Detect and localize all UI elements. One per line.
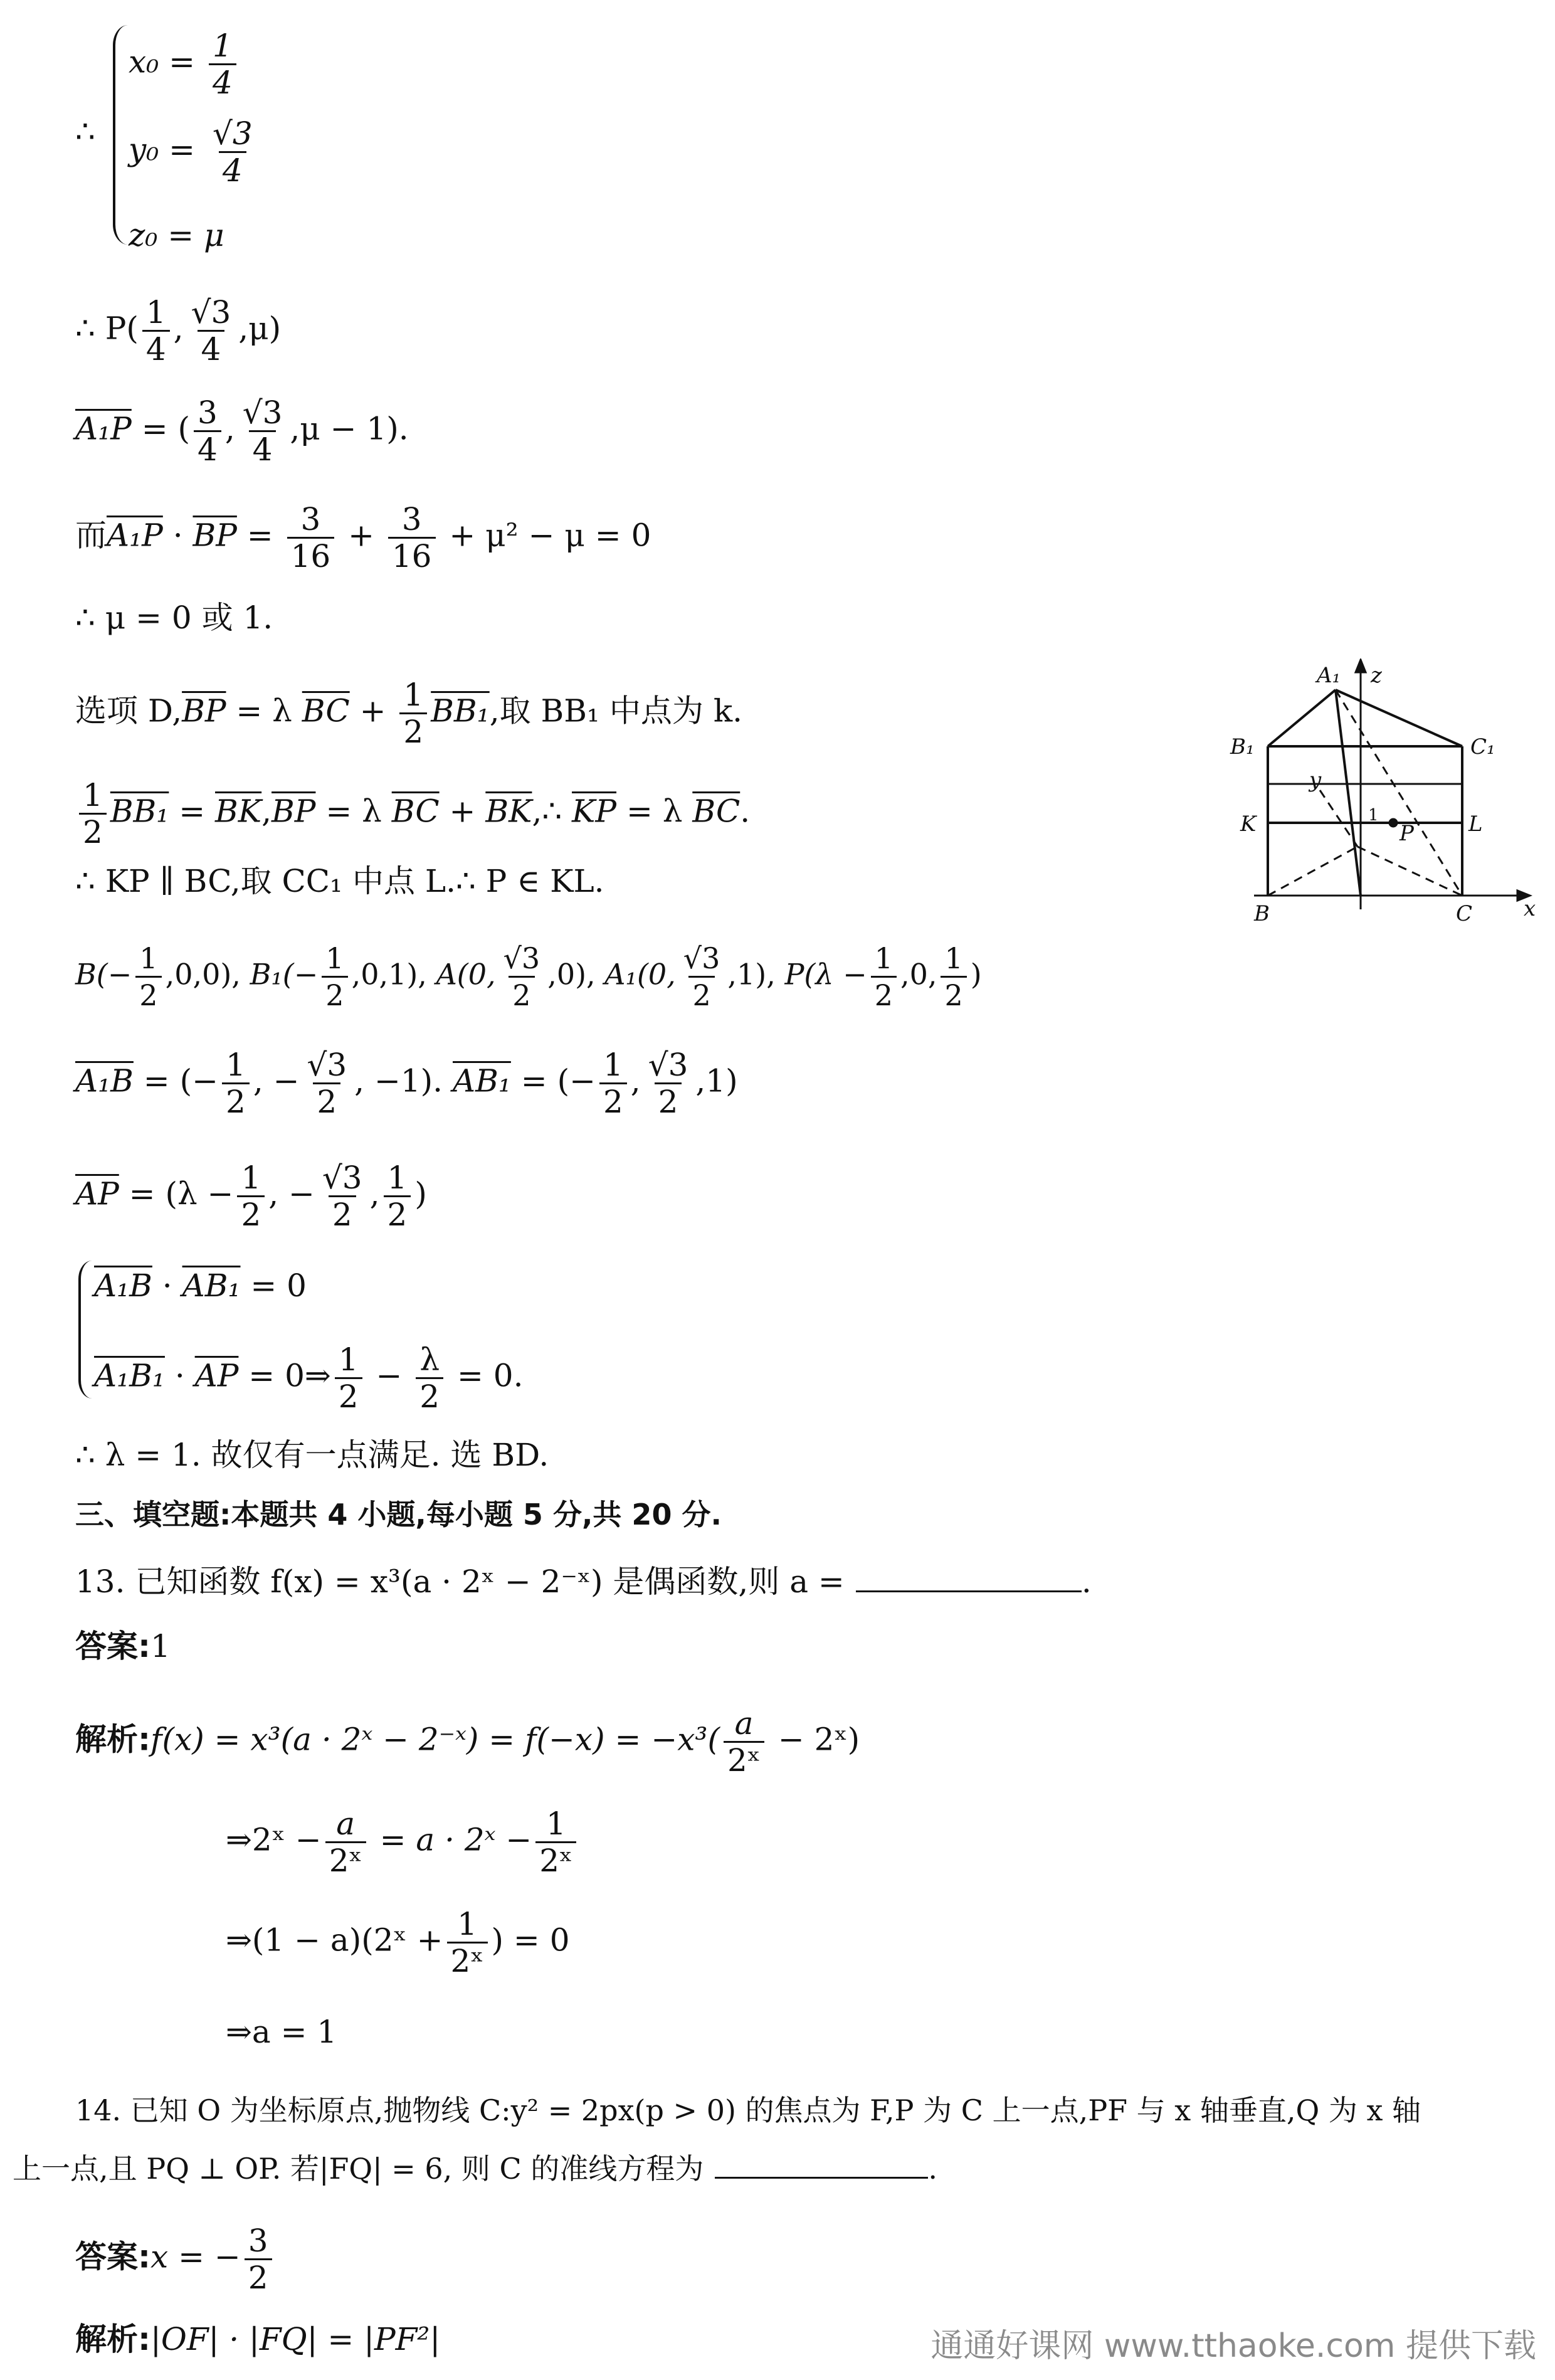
section-heading: 三、填空题:本题共 4 小题,每小题 5 分,共 20 分. <box>75 1498 722 1531</box>
math-token: √3 <box>322 1160 362 1196</box>
math-token: 答案: <box>75 2238 150 2275</box>
math-token: 3 <box>198 394 218 431</box>
math-token: a <box>734 1705 754 1742</box>
fraction <box>325 1806 366 1878</box>
math-token: 1 <box>874 941 893 975</box>
math-token: 1 <box>338 1341 359 1378</box>
fraction <box>500 941 544 1013</box>
math-token: a <box>336 1806 356 1842</box>
math-token: , <box>630 1062 641 1099</box>
math-token: $\overline{AP}$ <box>75 1175 119 1212</box>
math-token: $\overline{BC}$ <box>302 692 350 729</box>
math-token: $\overline{BP}$ <box>182 692 226 729</box>
math-token: = (λ − <box>119 1175 234 1212</box>
system1-line-x0 <box>129 28 240 100</box>
math-token: = 0 <box>240 1267 307 1304</box>
math-token: $\overline{BC}$ <box>692 793 741 830</box>
fraction <box>303 1047 351 1119</box>
math-token: + μ² − μ = 0 <box>439 517 651 554</box>
solution-13-line-1 <box>75 1706 860 1778</box>
point-P <box>1389 819 1397 827</box>
label-C1: C₁ <box>1470 734 1495 759</box>
math-token: B₁(− <box>250 957 319 992</box>
math-token: |OF| · |FQ| = |PF²| <box>150 2321 441 2357</box>
math-token: 2ˣ <box>724 1741 764 1778</box>
math-token: 4 <box>219 151 246 188</box>
fraction <box>384 1160 411 1232</box>
math-token: , <box>173 310 184 347</box>
fraction <box>399 677 427 749</box>
math-token: 1 <box>139 941 158 975</box>
answer-14 <box>75 2223 276 2295</box>
math-token: 2 <box>237 1195 265 1232</box>
question-14-line-1: 14. 已知 O 为坐标原点,抛物线 C:y² = 2px(p > 0) 的焦点为 F,P 为 C 上一点,PF 与 x 轴垂直,Q 为 x 轴 <box>75 2093 1421 2127</box>
math-token: 2ˣ <box>325 1841 366 1878</box>
fraction <box>680 941 724 1013</box>
solution-14 <box>75 2320 440 2358</box>
math-token: 2 <box>941 976 966 1013</box>
edge-B1-A1 <box>1268 690 1336 746</box>
math-token: 4 <box>198 330 225 367</box>
math-token: 1 <box>403 677 424 713</box>
math-token: ,0, <box>900 957 937 992</box>
math-token: A₁B <box>75 1062 134 1099</box>
dot-product-line <box>75 502 651 574</box>
edge-A1-down <box>1336 690 1361 896</box>
math-token: = λ <box>226 692 302 729</box>
math-token: 16 <box>287 537 335 574</box>
math-token: ,μ − 1). <box>290 410 409 447</box>
math-token: $\overline{AP}$ <box>194 1357 239 1394</box>
fraction <box>388 502 436 574</box>
math-token: BB₁ <box>431 692 490 729</box>
coordinates-line <box>75 941 982 1013</box>
lambda-result-line: ∴ λ = 1. 故仅有一点满足. 选 BD. <box>75 1437 549 1473</box>
label-one: 1 <box>1368 806 1379 825</box>
fraction <box>335 1342 362 1414</box>
math-token: 2 <box>871 976 897 1013</box>
math-token: , <box>261 793 272 830</box>
math-token: = (− <box>510 1062 596 1099</box>
math-token: x = − <box>150 2238 241 2275</box>
math-token: , − <box>268 1175 315 1212</box>
math-token: $\overline{BP}$ <box>271 793 316 830</box>
math-token: 2ˣ <box>535 1841 576 1878</box>
math-token: ,0,1), <box>351 957 427 992</box>
math-token: 2 <box>245 2258 272 2295</box>
math-token: √3 <box>242 394 283 431</box>
left-brace <box>113 25 128 245</box>
math-token: √3 <box>648 1047 688 1083</box>
math-token: 1 <box>145 294 166 331</box>
label-B1: B₁ <box>1230 734 1255 759</box>
math-token: 2 <box>79 813 107 850</box>
math-token: 而 <box>75 517 107 554</box>
math-token: A₁B₁ <box>94 1357 165 1394</box>
math-token: 2 <box>599 1082 627 1119</box>
fraction <box>245 2223 272 2295</box>
system1-line-y0 <box>129 116 260 188</box>
solution-13-line-2 <box>226 1806 580 1878</box>
math-token: 1 <box>241 1160 261 1196</box>
math-token: A₁(0, <box>604 957 676 992</box>
fraction <box>209 28 236 100</box>
math-token: . <box>1081 1563 1092 1600</box>
math-token: 3 <box>248 2223 268 2259</box>
math-token: · <box>162 517 193 554</box>
math-token: ) = 0 <box>491 1922 570 1959</box>
math-token: ⇒(1 − a)(2ˣ + <box>226 1922 443 1959</box>
label-z: z <box>1371 663 1382 688</box>
fraction <box>599 1047 627 1119</box>
fraction <box>447 1907 488 1979</box>
math-token: 选项 D, <box>75 692 182 729</box>
math-token: 1 <box>150 1628 171 1664</box>
math-token: , <box>224 410 235 447</box>
fraction <box>416 1342 443 1414</box>
fraction <box>237 1160 265 1232</box>
math-token: A₁P <box>107 517 163 554</box>
math-token: . <box>928 2152 937 2186</box>
fraction <box>209 116 256 188</box>
math-token: 2 <box>135 976 161 1013</box>
math-token: 2ˣ <box>447 1942 488 1979</box>
math-token: AB₁ <box>182 1267 241 1304</box>
math-token: 4 <box>142 330 170 367</box>
point-P-line <box>75 295 281 367</box>
math-token: 13. 已知函数 f(x) = x³(a · 2ˣ − 2⁻ˣ) 是偶函数,则 a = <box>75 1563 845 1600</box>
math-token: ) <box>414 1175 427 1212</box>
math-token: 1 <box>212 28 233 64</box>
math-token: = 0⇒ <box>238 1357 331 1394</box>
math-token: 1 <box>226 1047 246 1083</box>
answer-blank-14 <box>715 2148 928 2179</box>
math-token: B(− <box>75 957 132 992</box>
math-token: ,1) <box>695 1062 738 1099</box>
math-token: 4 <box>194 430 221 467</box>
math-token: 上一点,且 PQ ⊥ OP. 若|FQ| = 6, 则 C 的准线方程为 <box>13 2152 704 2186</box>
fraction <box>187 295 235 367</box>
label-B: B <box>1254 901 1270 926</box>
fraction <box>287 502 335 574</box>
math-token: A(0, <box>436 957 496 992</box>
math-token: − <box>366 1357 413 1394</box>
math-token: + <box>439 793 486 830</box>
fraction <box>941 941 966 1013</box>
option-D-line <box>75 677 742 749</box>
math-token: 2 <box>329 1195 356 1232</box>
math-token: = a · 2ˣ − <box>369 1821 532 1858</box>
math-token: 3 <box>401 501 422 537</box>
math-token: $\overline{BK}$ <box>215 793 262 830</box>
math-token: 答案: <box>75 1628 150 1664</box>
math-token: √3 <box>191 294 231 331</box>
vectors-A1B-AB1-line <box>75 1047 738 1119</box>
math-token: $\overline{KP}$ <box>572 793 617 830</box>
math-token: 16 <box>388 537 436 574</box>
math-token: A₁B <box>94 1267 152 1304</box>
label-A1: A₁ <box>1317 663 1341 688</box>
fraction <box>222 1047 250 1119</box>
fraction <box>871 941 897 1013</box>
z-axis-arrow <box>1356 660 1366 672</box>
math-token: $\overline{BC}$ <box>391 793 440 830</box>
math-token: 1 <box>387 1160 408 1196</box>
label-y: y <box>1309 768 1322 793</box>
fraction <box>724 1706 764 1778</box>
math-token: 解析: <box>75 1721 150 1758</box>
dashed-B-A <box>1268 847 1357 896</box>
vector-A1P-line <box>75 395 409 467</box>
math-token: 4 <box>209 63 236 100</box>
mu-result-line: ∴ μ = 0 或 1. <box>75 600 273 636</box>
vector-AP-line <box>75 1160 427 1232</box>
math-token: ) <box>970 957 982 992</box>
math-token: = 0. <box>447 1357 524 1394</box>
math-token: 4 <box>249 430 277 467</box>
fraction <box>322 941 347 1013</box>
answer-13 <box>75 1627 171 1665</box>
math-token: ,0,0), <box>165 957 241 992</box>
math-token: + <box>338 517 384 554</box>
system2-line-1 <box>94 1267 307 1304</box>
solution-13-line-3 <box>226 1907 570 1979</box>
math-token: x₀ = <box>129 43 196 80</box>
math-token: √3 <box>683 941 720 975</box>
math-token: ∴ P( <box>75 310 139 347</box>
label-C: C <box>1456 901 1473 926</box>
math-token: √3 <box>503 941 540 975</box>
math-token: $\overline{BP}$ <box>192 517 237 554</box>
math-token: 2 <box>384 1195 411 1232</box>
math-token: 2 <box>322 976 347 1013</box>
system1-line-z0: z₀ = μ <box>129 217 224 253</box>
fraction <box>194 395 221 467</box>
solution-13-line-4: ⇒a = 1 <box>226 2014 337 2050</box>
math-token: √3 <box>307 1047 347 1083</box>
math-token: · <box>152 1267 182 1304</box>
math-token: = ( <box>131 410 190 447</box>
math-token: ,0), <box>547 957 596 992</box>
label-x: x <box>1524 896 1536 921</box>
math-token: A₁P <box>75 410 132 447</box>
math-token: ,μ) <box>238 310 282 347</box>
answer-blank-13 <box>856 1562 1082 1592</box>
watermark: 通通好课网 www.tthaoke.com 提供下载 <box>930 2327 1536 2365</box>
math-token: + <box>349 692 396 729</box>
math-token: = (− <box>133 1062 218 1099</box>
label-L: L <box>1468 812 1483 837</box>
math-token: = <box>236 517 283 554</box>
math-token: 2 <box>335 1377 362 1414</box>
dashed-A1-C <box>1336 690 1462 896</box>
math-token: 1 <box>325 941 344 975</box>
math-token: ,取 BB₁ 中点为 k. <box>489 692 743 729</box>
math-token: 1 <box>546 1806 566 1842</box>
math-token: · <box>164 1357 195 1394</box>
math-token: 1 <box>944 941 963 975</box>
math-token: − 2ˣ) <box>767 1721 860 1758</box>
math-token: 2 <box>222 1082 250 1119</box>
fraction <box>239 395 287 467</box>
math-token: 2 <box>399 712 427 749</box>
math-token: , <box>369 1175 380 1212</box>
KP-parallel-line: ∴ KP ∥ BC,取 CC₁ 中点 L.∴ P ∈ KL. <box>75 863 604 899</box>
fraction <box>79 778 107 850</box>
math-token: = λ <box>616 793 693 830</box>
fraction <box>319 1160 366 1232</box>
math-token: 1 <box>603 1047 623 1083</box>
question-13 <box>75 1562 1092 1600</box>
math-token: ,1), <box>727 957 776 992</box>
fraction <box>645 1047 692 1119</box>
edge-A1-C1 <box>1336 690 1462 746</box>
math-token: 2 <box>313 1082 340 1119</box>
label-P: P <box>1400 821 1414 846</box>
fraction <box>135 941 161 1013</box>
math-token: BB₁ <box>110 793 169 830</box>
midpoint-K-line <box>75 778 750 850</box>
math-token: = <box>169 793 216 830</box>
prism-figure <box>1229 658 1536 934</box>
left-brace-2 <box>78 1261 92 1399</box>
math-token: P(λ − <box>784 957 867 992</box>
question-14-line-2 <box>13 2148 937 2187</box>
label-K: K <box>1240 812 1257 837</box>
math-token: AB₁ <box>452 1062 511 1099</box>
math-token: , −1). <box>354 1062 443 1099</box>
math-token: 解析: <box>75 2321 150 2357</box>
math-token: 2 <box>416 1377 443 1414</box>
fraction <box>535 1806 576 1878</box>
math-token: 2 <box>688 976 714 1013</box>
math-token: λ <box>419 1341 440 1378</box>
math-token: = λ <box>315 793 392 830</box>
math-token: √3 <box>213 115 253 152</box>
math-token: 2 <box>509 976 534 1013</box>
math-token: ,∴ <box>532 793 572 830</box>
system2-line-2 <box>94 1342 524 1414</box>
math-token: , − <box>253 1062 300 1099</box>
math-token: . <box>740 793 751 830</box>
math-token: f(x) = x³(a · 2ˣ − 2⁻ˣ) = f(−x) = −x³( <box>150 1721 720 1758</box>
math-token: 1 <box>457 1906 477 1942</box>
math-token: y₀ = <box>129 131 196 168</box>
math-token: 2 <box>655 1082 682 1119</box>
math-token: 3 <box>300 501 321 537</box>
fraction <box>142 295 170 367</box>
math-token: 1 <box>83 777 103 813</box>
therefore-symbol: ∴ <box>75 114 95 150</box>
math-token: ⇒2ˣ − <box>226 1821 322 1858</box>
math-token: $\overline{BK}$ <box>485 793 532 830</box>
